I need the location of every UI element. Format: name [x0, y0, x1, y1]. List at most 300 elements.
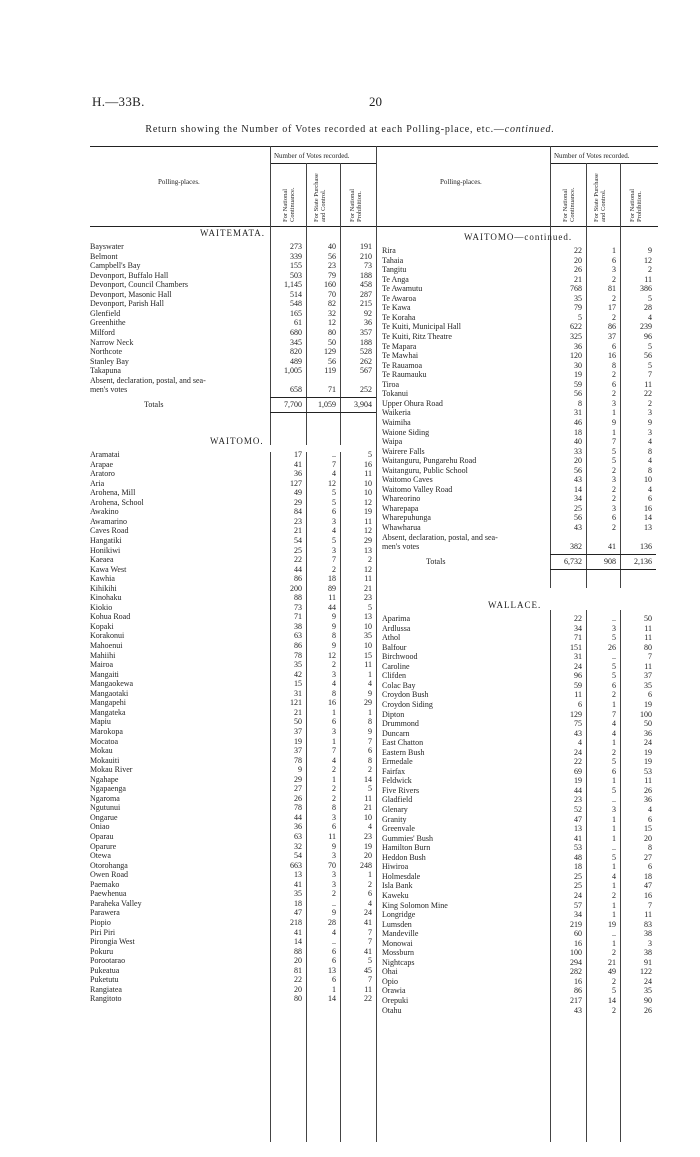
polling-place-name: Isla Bank [382, 881, 413, 891]
page-ref: H.—33B. [92, 94, 145, 109]
table-row [90, 631, 372, 640]
polling-place-name: Takapuna [90, 366, 121, 376]
table-row [90, 507, 372, 516]
votes-state-purchase: 6 [332, 946, 336, 956]
table-row [382, 805, 652, 814]
polling-place-name: King Solomon Mine [382, 900, 448, 910]
votes-state-purchase: 2 [612, 1005, 616, 1015]
table-row [90, 338, 372, 347]
table-row [382, 408, 652, 417]
votes-continuance: 50 [294, 717, 302, 727]
table-row [382, 671, 652, 680]
votes-state-purchase: 2 [612, 312, 616, 322]
votes-continuance: 121 [290, 698, 302, 708]
table-row [90, 794, 372, 803]
votes-state-purchase: 2 [612, 465, 616, 475]
polling-place-name: Waikeria [382, 408, 411, 418]
votes-state-purchase: 4 [332, 469, 336, 479]
table-row [90, 727, 372, 736]
votes-state-purchase: 8 [332, 803, 336, 813]
polling-place-name: Gummies' Bush [382, 833, 433, 843]
votes-prohibition: 22 [364, 994, 372, 1004]
votes-continuance: 60 [574, 929, 582, 939]
table-row [90, 994, 372, 1003]
votes-prohibition: 4 [648, 312, 652, 322]
table-row [90, 546, 372, 555]
votes-prohibition: 5 [648, 293, 652, 303]
votes-continuance: 24 [574, 890, 582, 900]
votes-state-purchase: 79 [328, 270, 336, 280]
votes-continuance: 345 [290, 337, 302, 347]
table-row [382, 690, 652, 699]
votes-state-purchase: 1 [612, 824, 616, 834]
votes-state-purchase: 1 [332, 774, 336, 784]
votes-continuance: 22 [574, 757, 582, 767]
votes-prohibition: 13 [364, 545, 372, 555]
polling-place-name: Duncarn [382, 728, 410, 738]
polling-place-name: Croydon Bush [382, 690, 429, 700]
votes-prohibition: 2 [368, 555, 372, 564]
table-row [90, 612, 372, 621]
polling-place-name: Mangaiti [90, 669, 119, 679]
table-row [382, 948, 652, 957]
table-row [382, 284, 652, 293]
votes-group-header-left: Number of Votes recorded. [274, 152, 350, 160]
votes-prohibition: 45 [364, 965, 372, 975]
votes-continuance: 339 [290, 251, 302, 261]
table-row [90, 784, 372, 793]
table-row [382, 910, 652, 919]
table-row [90, 985, 372, 994]
votes-state-purchase: 2 [332, 564, 336, 574]
votes-state-purchase: 82 [328, 299, 336, 309]
votes-continuance: 325 [570, 332, 582, 341]
votes-continuance: 18 [574, 862, 582, 872]
votes-continuance: 54 [294, 535, 302, 545]
votes-state-purchase: 1 [612, 881, 616, 891]
polling-place-name: men's votes [90, 385, 128, 395]
votes-continuance: 31 [294, 688, 302, 698]
table-row [382, 256, 652, 265]
votes-continuance: 20 [294, 984, 302, 994]
votes-state-purchase: 6 [332, 956, 336, 966]
votes-state-purchase: 9 [332, 908, 336, 918]
votes-state-purchase: 3 [332, 812, 336, 822]
votes-continuance: 29 [294, 497, 302, 507]
polling-place-name: Aria [90, 478, 105, 488]
table-row [382, 342, 652, 351]
totals-bottom-rule [270, 412, 376, 413]
votes-continuance: 33 [574, 446, 582, 456]
votes-prohibition: 7 [368, 927, 372, 937]
polling-place-name: Te Raumauku [382, 370, 427, 380]
votes-prohibition: 6 [368, 889, 372, 899]
votes-prohibition: 7 [648, 370, 652, 380]
votes-prohibition: 2 [648, 265, 652, 275]
totals-top-rule [550, 554, 656, 555]
votes-prohibition: 8 [368, 717, 372, 727]
votes-continuance: 9 [298, 765, 302, 775]
polling-place-name: Ardlussa [382, 623, 411, 633]
votes-state-purchase: 7 [612, 709, 616, 719]
table-row [382, 643, 652, 652]
polling-place-name: Mapiu [90, 717, 111, 727]
votes-state-purchase: 9 [612, 417, 616, 427]
votes-prohibition: 5 [368, 602, 372, 612]
hdr-vline [306, 163, 307, 226]
table-row [90, 861, 372, 870]
polling-place-name: Honikiwi [90, 545, 121, 555]
polling-place-name: Wairere Falls [382, 446, 425, 456]
table-row [382, 767, 652, 776]
votes-state-purchase: 11 [328, 593, 336, 603]
votes-continuance: 29 [294, 774, 302, 784]
votes-continuance: 57 [574, 900, 582, 910]
votes-continuance: 548 [290, 299, 302, 309]
votes-prohibition: 7 [648, 900, 652, 910]
table-row [382, 466, 652, 475]
votes-state-purchase: 8 [332, 688, 336, 698]
votes-state-purchase: 5 [332, 535, 336, 545]
votes-continuance: 127 [290, 478, 302, 488]
votes-continuance: 59 [574, 680, 582, 690]
polling-place-name: Awamarino [90, 516, 128, 526]
votes-prohibition: 3 [648, 938, 652, 948]
table-row [90, 385, 372, 394]
table-row [382, 523, 652, 532]
polling-place-name: Pirongia West [90, 937, 135, 946]
votes-continuance: 129 [570, 709, 582, 719]
votes-continuance: 69 [574, 766, 582, 776]
polling-place-name: Paraheka Valley [90, 898, 142, 908]
votes-state-purchase: 2 [612, 976, 616, 986]
votes-prohibition: 11 [644, 623, 652, 633]
votes-continuance: 38 [294, 621, 302, 631]
votes-continuance: 48 [574, 852, 582, 862]
votes-continuance: 16 [574, 976, 582, 986]
polling-place-name: Oniao [90, 822, 110, 832]
votes-state-purchase: 3 [332, 669, 336, 679]
votes-continuance: 71 [294, 612, 302, 622]
votes-state-purchase: 1 [612, 699, 616, 709]
hdr-vline [270, 146, 271, 226]
polling-place-name: Ermedale [382, 757, 413, 767]
polling-place-name: Kopaki [90, 621, 114, 631]
polling-place-name: Kohua Road [90, 612, 131, 622]
votes-prohibition: 35 [364, 631, 372, 641]
votes-state-purchase: 50 [328, 337, 336, 347]
votes-prohibition: 36 [644, 795, 652, 805]
polling-place-name: Te Awamutu [382, 284, 423, 294]
votes-continuance: 26 [294, 793, 302, 803]
table-row [382, 719, 652, 728]
polling-place-name: Ngapaenga [90, 784, 126, 794]
polling-place-name: East Chatton [382, 738, 424, 748]
votes-prohibition: 20 [364, 851, 372, 861]
votes-state-purchase: 1 [612, 776, 616, 786]
title-main: Return showing the Number of Votes recorded at each Polling-place, etc.— [145, 124, 505, 135]
polling-place-name: Korakonui [90, 631, 125, 641]
table-row [90, 318, 372, 327]
votes-prohibition: 5 [648, 360, 652, 370]
votes-prohibition: 36 [364, 318, 372, 328]
col-vline [376, 226, 377, 1142]
votes-state-purchase: 1 [612, 427, 616, 437]
votes-state-purchase: 4 [332, 927, 336, 937]
votes-prohibition: 29 [364, 698, 372, 708]
polling-place-name: Aramatai [90, 450, 120, 459]
polling-place-name: Arapae [90, 459, 114, 469]
table-top-rule [90, 146, 658, 147]
polling-place-name: Athol [382, 633, 401, 643]
polling-place-name: Ongarue [90, 812, 118, 822]
votes-prohibition: 11 [364, 984, 372, 994]
votes-state-purchase: 6 [612, 766, 616, 776]
votes-continuance: 41 [294, 927, 302, 937]
table-row [382, 853, 652, 862]
votes-continuance: 489 [290, 356, 302, 366]
votes-continuance: 88 [294, 593, 302, 603]
polling-place-name: Te Anga [382, 274, 409, 284]
votes-prohibition: 528 [360, 347, 372, 357]
votes-state-purchase: 5 [612, 661, 616, 671]
votes-state-purchase: 81 [608, 284, 616, 294]
votes-prohibition: 11 [644, 776, 652, 786]
votes-prohibition: 50 [644, 719, 652, 728]
table-row [90, 376, 372, 385]
table-row [382, 418, 652, 427]
table-row [90, 746, 372, 755]
polling-place-name: Northcote [90, 347, 122, 357]
polling-place-name: Greenhithe [90, 318, 126, 328]
col-header-prohibition-left: For National Prohibition. [349, 188, 363, 222]
votes-continuance: 37 [294, 746, 302, 755]
votes-state-purchase: 2 [332, 660, 336, 670]
totals-label: Totals [426, 556, 446, 566]
polling-place-name: Kawhia [90, 574, 115, 584]
votes-prohibition: 38 [644, 929, 652, 939]
votes-state-purchase: 2 [612, 484, 616, 494]
votes-prohibition: 11 [644, 274, 652, 284]
votes-continuance: 21 [294, 707, 302, 717]
votes-continuance: 6 [578, 699, 582, 709]
polling-place-name: Mocatoa [90, 736, 118, 746]
table-row [90, 717, 372, 726]
votes-state-purchase: 23 [328, 261, 336, 271]
table-row [382, 662, 652, 671]
votes-prohibition: 24 [364, 908, 372, 918]
table-row [90, 479, 372, 488]
votes-prohibition: 22 [644, 389, 652, 399]
polling-place-name: Te Kuiti, Ritz Theatre [382, 332, 452, 341]
votes-prohibition: 18 [644, 871, 652, 881]
table-row [90, 698, 372, 707]
polling-place-name: Owen Road [90, 870, 128, 880]
table-row [90, 708, 372, 717]
votes-continuance: 294 [570, 957, 582, 967]
table-row [382, 901, 652, 910]
table-row [90, 822, 372, 831]
polling-place-name: Te Awaroa [382, 293, 417, 303]
votes-continuance: 36 [294, 822, 302, 832]
votes-prohibition: 41 [364, 917, 372, 927]
votes-continuance: 31 [574, 652, 582, 662]
votes-state-purchase: 5 [612, 757, 616, 767]
polling-place-name: Caroline [382, 661, 410, 671]
table-row [382, 351, 652, 360]
votes-state-purchase: 26 [608, 642, 616, 652]
polling-place-name: Awakino [90, 507, 119, 517]
table-row [382, 361, 652, 370]
votes-prohibition: 90 [644, 996, 652, 1005]
table-row [90, 870, 372, 879]
votes-state-purchase: 16 [608, 351, 616, 361]
votes-state-purchase: .. [612, 652, 616, 662]
polling-place-name: Rangiatea [90, 984, 122, 994]
table-row [90, 842, 372, 851]
section-title: WAITOMO. [210, 436, 264, 446]
votes-state-purchase: 1 [332, 707, 336, 717]
table-row [90, 670, 372, 679]
votes-state-purchase: 5 [612, 446, 616, 456]
votes-state-purchase: 4 [612, 871, 616, 881]
table-row [90, 813, 372, 822]
votes-state-purchase: 9 [332, 612, 336, 622]
polling-place-name: Mairoa [90, 660, 114, 670]
polling-place-name: Te Koraha [382, 312, 416, 322]
votes-prohibition: 8 [368, 755, 372, 765]
votes-continuance: 165 [290, 308, 302, 318]
votes-continuance: 18 [294, 898, 302, 908]
votes-state-purchase: 2 [612, 747, 616, 757]
votes-continuance: 61 [294, 318, 302, 328]
votes-prohibition: 458 [360, 280, 372, 290]
polling-place-name: Campbell's Bay [90, 261, 141, 271]
votes-state-purchase: 8 [612, 360, 616, 370]
votes-continuance: 43 [574, 523, 582, 532]
votes-state-purchase: 9 [332, 621, 336, 631]
votes-continuance: 36 [294, 469, 302, 479]
votes-continuance: 56 [574, 389, 582, 399]
votes-state-purchase: 1 [612, 938, 616, 948]
votes-continuance: 96 [574, 671, 582, 681]
votes-prohibition: 1 [368, 870, 372, 880]
votes-prohibition: 357 [360, 328, 372, 337]
table-row [382, 824, 652, 833]
table-row [90, 328, 372, 337]
votes-prohibition: 56 [644, 351, 652, 361]
votes-continuance: 217 [570, 996, 582, 1005]
votes-continuance: 21 [574, 274, 582, 284]
header-bottom-rule [90, 226, 658, 227]
polling-place-name: Mangaokewa [90, 679, 134, 689]
votes-continuance: 21 [294, 526, 302, 536]
votes-continuance: 80 [294, 994, 302, 1004]
votes-state-purchase: 1 [612, 738, 616, 748]
polling-place-name: Orawia [382, 986, 406, 996]
table-row [90, 347, 372, 356]
col-header-continuance-right: For National Continuance. [562, 187, 576, 222]
votes-prohibition: 4 [648, 456, 652, 466]
votes-prohibition: 41 [364, 946, 372, 956]
votes-state-purchase: 1 [332, 984, 336, 994]
table-row [382, 700, 652, 709]
totals-row [90, 400, 372, 409]
table-row [382, 710, 652, 719]
votes-prohibition: 47 [644, 881, 652, 891]
polling-place-name: Glenfield [90, 308, 121, 318]
polling-place-name: Mangaotaki [90, 688, 129, 698]
votes-prohibition: 8 [648, 843, 652, 853]
votes-prohibition: 262 [360, 356, 372, 366]
total-prohibition: 3,904 [354, 399, 372, 409]
table-row [90, 851, 372, 860]
section-title: WAITEMATA. [200, 228, 266, 238]
votes-continuance: 42 [294, 669, 302, 679]
votes-prohibition: 35 [644, 680, 652, 690]
votes-state-purchase: 3 [332, 851, 336, 861]
table-row [382, 881, 652, 890]
votes-continuance: 100 [570, 948, 582, 958]
votes-continuance: 1,145 [284, 280, 302, 290]
polling-place-name: Eastern Bush [382, 747, 425, 757]
votes-continuance: 78 [294, 650, 302, 660]
hdr-vline [586, 163, 587, 226]
votes-prohibition: 16 [644, 503, 652, 513]
votes-continuance: 34 [574, 910, 582, 919]
votes-prohibition: 11 [644, 910, 652, 919]
table-row [382, 815, 652, 824]
votes-prohibition: 1 [368, 669, 372, 679]
table-row [90, 536, 372, 545]
votes-prohibition: 16 [364, 459, 372, 469]
table-row [382, 533, 652, 542]
votes-prohibition: 9 [648, 417, 652, 427]
polling-place-name: Pokuru [90, 946, 114, 956]
votes-continuance: 43 [574, 1005, 582, 1015]
table-row [382, 738, 652, 747]
table-row [382, 437, 652, 446]
votes-state-purchase: 2 [612, 389, 616, 399]
votes-state-purchase: 2 [332, 784, 336, 794]
table-row [382, 275, 652, 284]
polling-place-name: Nightcaps [382, 957, 415, 967]
votes-prohibition: 10 [364, 641, 372, 650]
votes-prohibition: 10 [364, 621, 372, 631]
votes-prohibition: 20 [644, 833, 652, 843]
votes-prohibition: 7 [368, 975, 372, 985]
table-row [90, 975, 372, 984]
votes-state-purchase: 7 [332, 459, 336, 469]
votes-prohibition: 191 [360, 242, 372, 251]
votes-continuance: 27 [294, 784, 302, 794]
table-row [90, 689, 372, 698]
votes-prohibition: 24 [644, 738, 652, 748]
group-rule-right [550, 163, 658, 164]
votes-state-purchase: .. [612, 929, 616, 939]
polling-place-name: Waitanguru, Pungarehu Road [382, 456, 477, 466]
polling-place-name: Waitomo Valley Road [382, 484, 453, 494]
table-row [382, 967, 652, 976]
table-row [382, 370, 652, 379]
polling-place-name: Mangateka [90, 707, 126, 717]
votes-state-purchase: 3 [332, 879, 336, 889]
polling-place-name: Te Mapara [382, 341, 417, 351]
votes-prohibition: 83 [644, 919, 652, 929]
votes-continuance: 219 [570, 919, 582, 929]
table-row [90, 803, 372, 812]
votes-prohibition: 11 [644, 379, 652, 389]
